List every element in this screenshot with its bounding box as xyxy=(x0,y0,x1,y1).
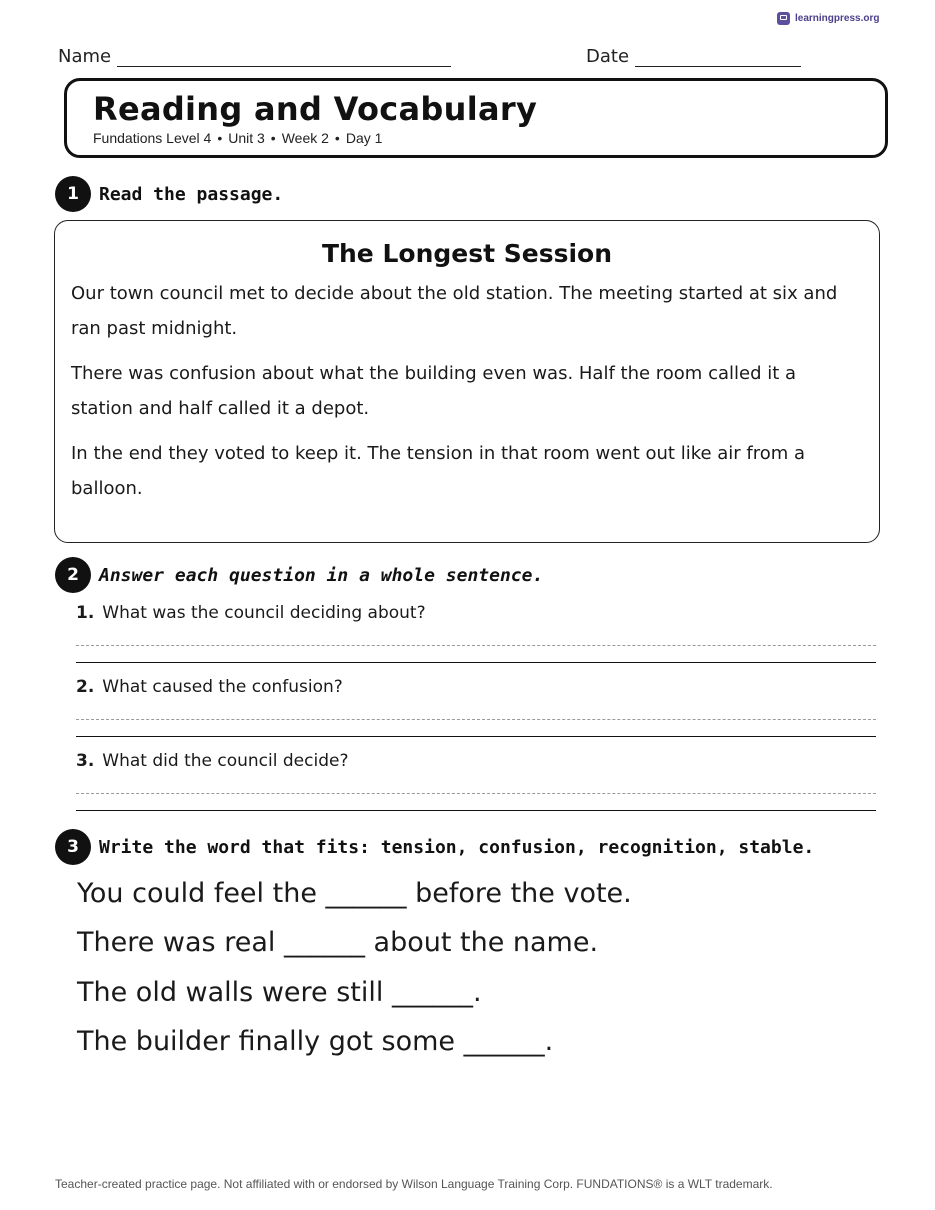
passage-paragraph: Our town council met to decide about the old station. The meeting started at six and ran past midnight. xyxy=(71,283,838,339)
answer-dotted-line[interactable] xyxy=(76,793,876,794)
passage-paragraph: In the end they voted to keep it. The tension in that room went out like air from a balloon. xyxy=(71,443,806,499)
section-1-heading xyxy=(55,176,283,212)
answer-base-line xyxy=(76,662,876,663)
name-field xyxy=(58,46,451,67)
question-text-row xyxy=(76,677,878,697)
subtitle-separator: • xyxy=(334,130,340,146)
answer-base-line xyxy=(76,810,876,811)
brand-logo xyxy=(777,12,879,25)
title-box xyxy=(64,78,888,158)
subtitle-unit: Unit 3 xyxy=(228,130,265,146)
question-3 xyxy=(76,751,878,771)
subtitle-separator: • xyxy=(217,130,223,146)
name-label: Name xyxy=(58,46,112,67)
subtitle-separator: • xyxy=(270,130,276,146)
subtitle-level: Fundations Level 4 xyxy=(93,130,212,146)
question-number: 1. xyxy=(76,603,95,623)
question-text: What caused the confusion? xyxy=(102,677,343,697)
section-2-heading xyxy=(55,557,543,593)
date-label: Date xyxy=(586,46,630,67)
answer-dotted-line[interactable] xyxy=(76,719,876,720)
book-icon xyxy=(777,12,790,25)
question-text: What was the council deciding about? xyxy=(102,603,426,623)
section-number-badge: 2 xyxy=(55,557,91,593)
answer-base-line xyxy=(76,736,876,737)
fill-in-sentence: There was real ______ about the name. xyxy=(77,927,599,958)
date-field xyxy=(586,46,801,67)
brand-text: learningpress.org xyxy=(795,13,880,24)
question-1 xyxy=(76,603,878,623)
section-number-badge: 1 xyxy=(55,176,91,212)
date-write-line xyxy=(635,46,801,67)
fill-in-sentence: You could feel the ______ before the vote. xyxy=(77,878,632,909)
section-3-heading xyxy=(55,829,814,865)
question-text-row xyxy=(76,751,878,771)
section-instruction: Read the passage. xyxy=(99,183,284,205)
question-number: 3. xyxy=(76,751,95,771)
fill-in-sentence: The old walls were still ______. xyxy=(77,977,482,1008)
section-number-badge: 3 xyxy=(55,829,91,865)
question-text-row xyxy=(76,603,878,623)
subtitle-week: Week 2 xyxy=(281,130,329,146)
name-write-line xyxy=(117,46,451,67)
fill-in-sentence: The builder finally got some ______. xyxy=(77,1026,554,1057)
passage-paragraph: There was confusion about what the building even was. Half the room called it a station and half called it a depot. xyxy=(71,363,797,419)
question-text: What did the council decide? xyxy=(102,751,349,771)
footer-disclaimer: Teacher-created practice page. Not affiliated with or endorsed by Wilson Language Training Corp. FUNDATIONS® is a WLT trademark. xyxy=(55,1177,773,1191)
question-2 xyxy=(76,677,878,697)
section-instruction: Write the word that fits: tension, confusion, recognition, stable. xyxy=(99,836,815,858)
page-subtitle xyxy=(93,130,885,146)
answer-dotted-line[interactable] xyxy=(76,645,876,646)
name-date-row xyxy=(58,44,818,72)
page-title: Reading and Vocabulary xyxy=(93,90,538,128)
passage-box xyxy=(54,220,880,543)
subtitle-day: Day 1 xyxy=(345,130,383,146)
section-instruction: Answer each question in a whole sentence. xyxy=(99,564,544,586)
question-number: 2. xyxy=(76,677,95,697)
passage-title: The Longest Session xyxy=(321,239,613,268)
